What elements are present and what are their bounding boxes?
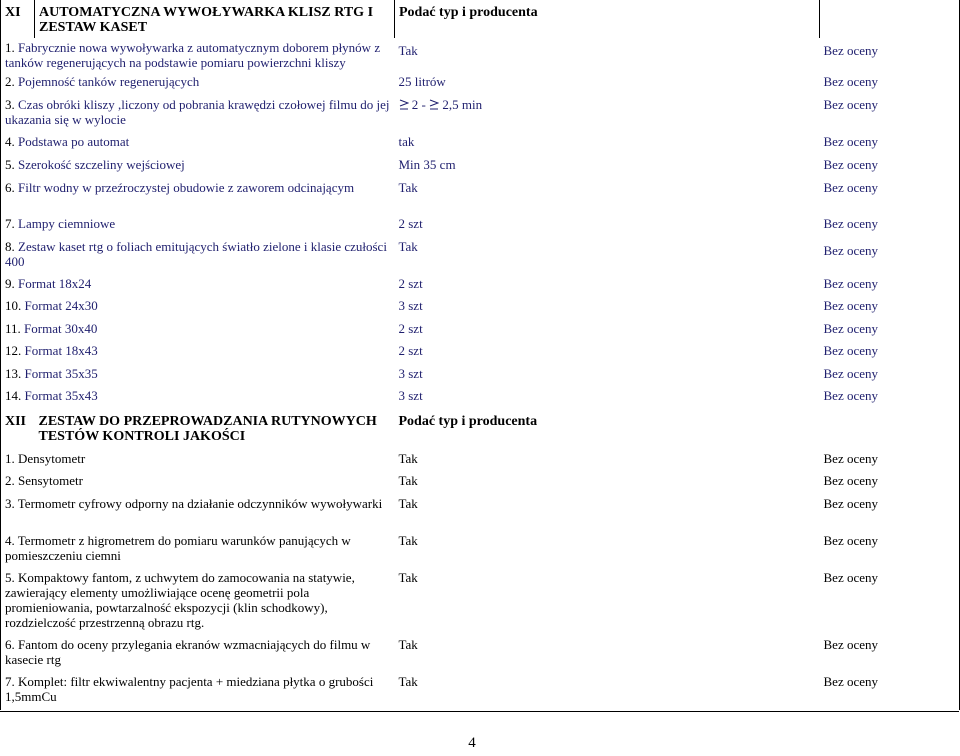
spec-row [1,38,960,72]
row-score: Bez oceny [820,568,960,635]
row-score: Bez oceny [820,449,960,471]
row-score: Bez oceny [820,155,960,178]
spec-row [1,364,960,386]
row-text: Format 35x43 [24,388,98,403]
spec-row [1,471,960,494]
table-bottom-border [0,711,959,712]
row-text: Termometr z higrometrem do pomiaru warunków panujących w pomieszczeniu ciemni [5,533,351,563]
row-text: Sensytometr [18,473,83,488]
spec-row [1,132,960,155]
row-number: 7. [5,216,15,231]
row-number: 1. [5,40,15,55]
row-number: 6. [5,180,15,195]
row-value: 3 szt [398,366,423,381]
row-number: 6. [5,637,15,652]
row-text: Format 24x30 [24,298,98,313]
row-value: 2 szt [398,216,423,231]
row-text: Komplet: filtr ekwiwalentny pacjenta + miedziana płytka o grubości 1,5mmCu [5,674,374,704]
row-score: Bez oceny [820,296,960,319]
section-header-row [1,0,960,38]
row-text: Format 35x35 [24,366,98,381]
row-score: Bez oceny [820,531,960,568]
row-value: 3 szt [398,388,423,403]
spec-row [1,386,960,409]
row-value: Tak [398,674,418,689]
row-value: Tak [398,473,418,488]
row-score: Bez oceny [820,672,960,710]
row-text: Densytometr [18,451,86,466]
greater-or-equal-icon [399,99,409,110]
row-number: 1. [5,451,15,466]
spec-row [1,494,960,531]
row-score: Bez oceny [820,386,960,409]
row-value: Tak [398,570,418,585]
row-value: 2 szt [398,343,423,358]
spec-row [1,672,960,710]
row-value: Tak [398,533,418,548]
section-note: Podać typ i producenta [398,414,538,429]
row-text: Filtr wodny w przeźroczystej obudowie z zaworem odcinającym [18,180,355,195]
spec-row [1,296,960,319]
row-number: 4. [5,134,15,149]
row-value: Tak [398,43,418,58]
spec-row [1,274,960,296]
spec-row [1,178,960,214]
row-value: 2 szt [398,321,423,336]
row-value: Tak [398,239,418,254]
row-value: Tak [398,496,418,511]
row-text: Kompaktowy fantom, z uchwytem do zamocowania na statywie, zawierający elementy umożliwiające ocenę geometrii pola promieniowania, powtarzalność ekspozycji (klin schodkowy), rozdzielczość przestrzenną obrazu rtg. [5,570,355,630]
row-score: Bez oceny [820,364,960,386]
row-number: 4. [5,533,15,548]
section-number: XI [1,0,35,38]
row-number: 13. [5,366,22,381]
row-text: Podstawa po automat [18,134,130,149]
row-value: 2 szt [398,276,423,291]
spec-row [1,319,960,341]
greater-or-equal-icon [429,99,439,110]
row-number: 8. [5,239,15,254]
row-text: Zestaw kaset rtg o foliach emitujących światło zielone i klasie czułości 400 [5,239,387,269]
row-score: Bez oceny [820,341,960,364]
row-text: Format 18x24 [18,276,92,291]
row-score: Bez oceny [820,38,960,72]
row-number: 12. [5,343,22,358]
section-title: AUTOMATYCZNA WYWOŁYWARKA KLISZ RTG I ZESTAW KASET [35,0,395,38]
row-value: 3 szt [398,298,423,313]
row-number: 5. [5,570,15,585]
section-number: XII [1,409,35,449]
row-number: 5. [5,157,15,172]
spec-row [1,341,960,364]
section-title: ZESTAW DO PRZEPROWADZANIA RUTYNOWYCH TESTÓW KONTROLI JAKOŚCI [38,414,377,444]
row-score: Bez oceny [820,635,960,672]
empty-cell [820,409,960,449]
row-number: 2. [5,74,15,89]
spec-row [1,635,960,672]
spec-row [1,155,960,178]
spec-row [1,95,960,132]
row-value: Tak [398,637,418,652]
section-header-row [1,409,960,449]
row-text: Format 18x43 [24,343,98,358]
row-value: Min 35 cm [398,157,456,172]
row-text: Format 30x40 [24,321,98,336]
section-note: Podać typ i producenta [395,0,820,38]
row-score: Bez oceny [820,471,960,494]
page-number: 4 [468,735,476,751]
row-score: Bez oceny [820,95,960,132]
value-number: 2,5 min [442,97,483,112]
row-score: Bez oceny [820,319,960,341]
row-text: Pojemność tanków regenerujących [18,74,200,89]
spec-row [1,531,960,568]
row-value: tak [398,134,415,149]
spec-row [1,214,960,237]
value-prefix: 2 - [411,97,426,112]
spec-row [1,568,960,635]
row-text: Fantom do oceny przylegania ekranów wzmacniających do filmu w kasecie rtg [5,637,371,667]
row-number: 7. [5,674,15,689]
row-score: Bez oceny [820,274,960,296]
row-value: 25 litrów [398,74,446,89]
row-score: Bez oceny [820,132,960,155]
row-number: 2. [5,473,15,488]
row-text: Czas obróki kliszy ,liczony od pobrania krawędzi czołowej filmu do jej ukazania się w wylocie [5,97,390,127]
row-number: 11. [5,321,21,336]
row-score: Bez oceny [820,214,960,237]
row-score: Bez oceny [820,237,960,274]
row-number: 9. [5,276,15,291]
row-value: Tak [398,451,418,466]
row-number: 10. [5,298,22,313]
spec-row [1,237,960,274]
row-number: 3. [5,496,15,511]
row-value [395,95,820,132]
row-text: Szerokość szczeliny wejściowej [18,157,185,172]
row-text: Lampy ciemniowe [18,216,116,231]
row-number: 3. [5,97,15,112]
row-score: Bez oceny [820,72,960,95]
row-text: Fabrycznie nowa wywoływarka z automatycznym doborem płynów z tanków regenerujących na podstawie pomiaru powierzchni kliszy [5,40,381,70]
spec-row [1,449,960,471]
row-score: Bez oceny [820,494,960,531]
row-score: Bez oceny [820,178,960,214]
row-value: Tak [398,180,418,195]
row-text: Termometr cyfrowy odporny na działanie odczynników wywoływarki [17,496,383,511]
spec-row [1,72,960,95]
row-number: 14. [5,388,22,403]
empty-cell [820,0,960,38]
